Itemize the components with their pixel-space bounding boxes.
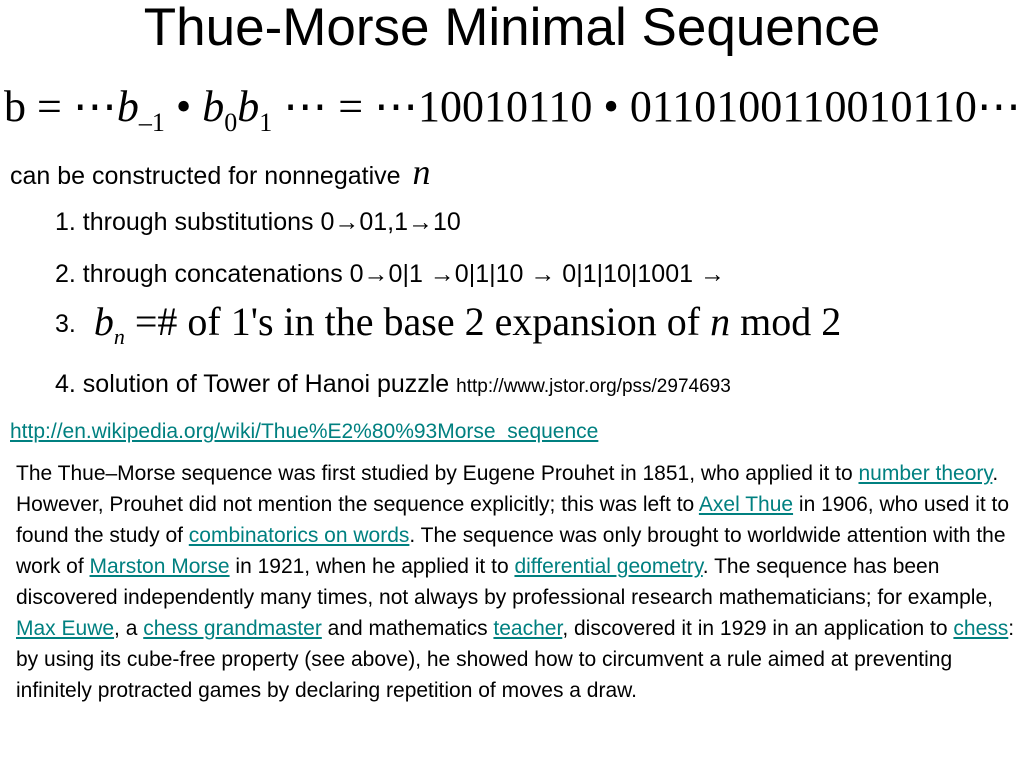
paragraph-text: in 1906, who used it to found the study of xyxy=(16,493,1010,547)
formula-bn: b xyxy=(93,299,114,344)
link-differential-geometry[interactable]: differential geometry xyxy=(514,555,703,578)
link-axel-thue[interactable]: Axel Thue xyxy=(698,493,794,516)
formula-mod: mod 2 xyxy=(730,299,842,344)
list-item-hanoi xyxy=(55,368,731,403)
sequence-formula xyxy=(4,82,1021,137)
link-combinatorics-on-words[interactable]: combinatorics on words xyxy=(188,524,410,547)
formula-sub0: 0 xyxy=(224,108,238,137)
formula-dots: ⋯ xyxy=(72,82,117,131)
paragraph-text: . However, Prouhet did not mention the sequence explicitly; this was left to xyxy=(16,462,999,516)
formula-sub1: 1 xyxy=(259,108,273,137)
paragraph-text: , discovered it in 1929 in an application to xyxy=(562,617,954,640)
list-item-binary-count xyxy=(55,299,842,349)
history-paragraph xyxy=(16,458,1016,706)
formula-b-minus1: b xyxy=(116,82,139,131)
list-item-number: 3. xyxy=(55,310,76,338)
paragraph-text: . The sequence has been discovered independently many times, not always by professional research mathematicians; for example, xyxy=(16,555,993,609)
formula-sub-n: n xyxy=(113,324,125,349)
paragraph-text: and mathematics xyxy=(321,617,494,640)
list-item-substitutions: 1. through substitutions 0→01,1→10 xyxy=(55,208,461,236)
binary-count-formula xyxy=(93,299,842,349)
paragraph-text: : by using its cube-free property (see above), he showed how to circumvent a rule aimed at preventing infinitely protracted games by declaring repetition of moves a draw. xyxy=(16,617,1015,702)
formula-b1: b xyxy=(237,82,260,131)
formula-lhs: b xyxy=(4,82,26,131)
formula-b0: b xyxy=(202,82,225,131)
formula-text: =# of 1's in the base 2 expansion of xyxy=(124,299,711,344)
link-teacher[interactable]: teacher xyxy=(493,617,563,640)
link-max-euwe[interactable]: Max Euwe xyxy=(16,617,115,640)
intro-text: can be constructed for nonnegative xyxy=(10,162,401,190)
link-chess[interactable]: chess xyxy=(953,617,1009,640)
list-item-concatenations: 2. through concatenations 0→0|1 →0|1|10 → 0|1|10|1001 → xyxy=(55,260,725,288)
link-number-theory[interactable]: number theory xyxy=(858,462,993,485)
paragraph-text: The Thue–Morse sequence was first studied by Eugene Prouhet in 1851, who applied it to xyxy=(16,462,859,485)
intro-line xyxy=(10,152,431,193)
formula-n: n xyxy=(710,299,731,344)
wikipedia-link[interactable]: http://en.wikipedia.org/wiki/Thue%E2%80%93Morse_sequence xyxy=(10,420,599,443)
formula-bullet: • xyxy=(164,82,203,131)
formula-expansion: ⋯ = ⋯10010110 • 0110100110010110⋯ xyxy=(272,82,1021,131)
slide-title: Thue-Morse Minimal Sequence xyxy=(143,0,881,57)
link-chess-grandmaster[interactable]: chess grandmaster xyxy=(143,617,322,640)
jstor-url: http://www.jstor.org/pss/2974693 xyxy=(456,376,731,397)
paragraph-text: . The sequence was only brought to worldwide attention with the work of xyxy=(16,524,1006,578)
formula-equals: = xyxy=(26,82,73,131)
paragraph-text: in 1921, when he applied it to xyxy=(229,555,515,578)
hanoi-text: 4. solution of Tower of Hanoi puzzle xyxy=(55,370,457,398)
paragraph-text: , a xyxy=(114,617,144,640)
formula-sub-minus1: –1 xyxy=(138,108,165,137)
link-marston-morse[interactable]: Marston Morse xyxy=(89,555,230,578)
intro-variable: n xyxy=(412,152,431,192)
